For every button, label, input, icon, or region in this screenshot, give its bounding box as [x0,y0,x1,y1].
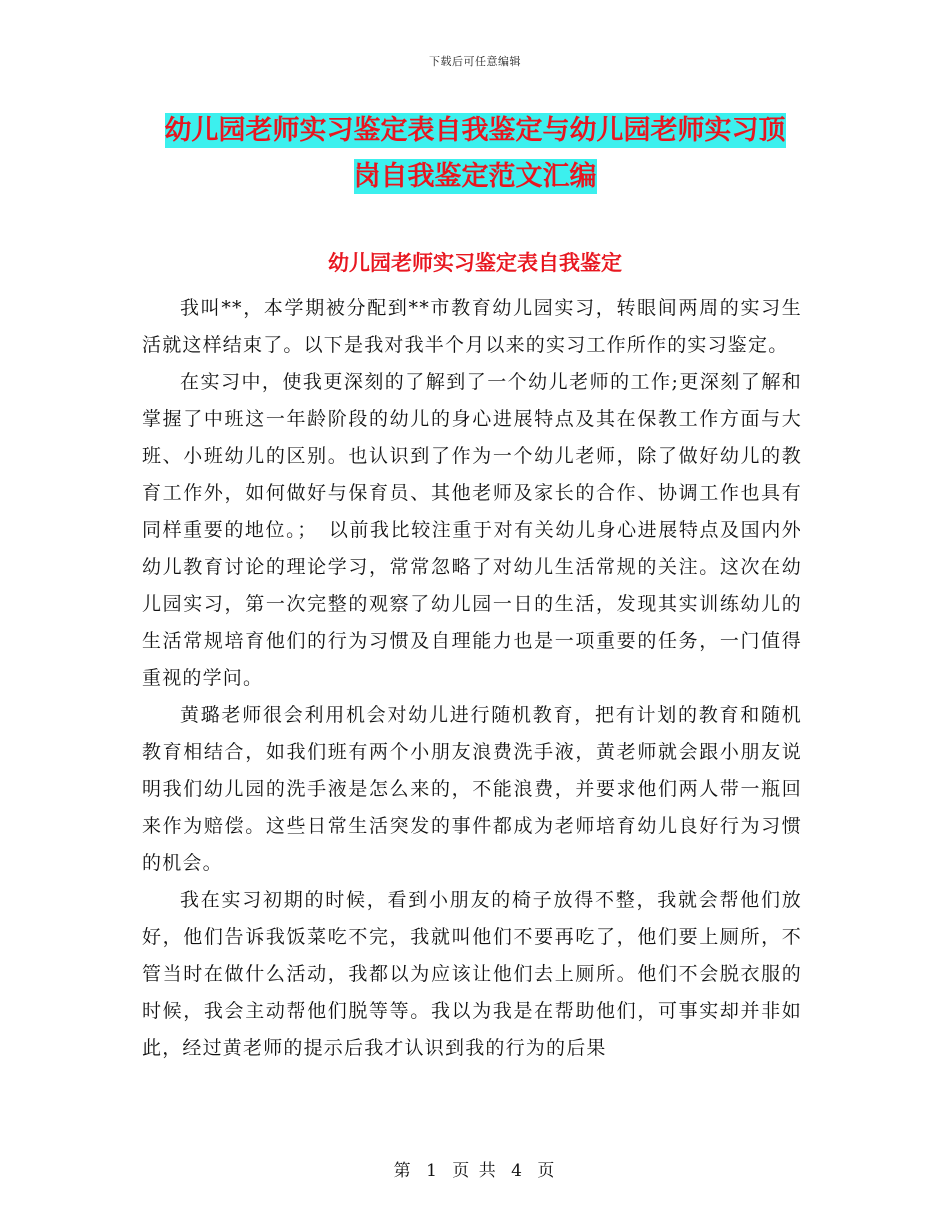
page-number: 1 [426,1161,439,1181]
document-title-line-1: 幼儿园老师实习鉴定表自我鉴定与幼儿园老师实习顶 [164,115,786,146]
body-text [142,290,802,1067]
page-label-suffix: 页 [537,1161,557,1181]
paragraph-3: 黄璐老师很会利用机会对幼儿进行随机教育，把有计划的教育和随机教育相结合，如我们班有两个小朋友浪费洗手液，黄老师就会跟小朋友说明我们幼儿园的洗手液是怎么来的，不能浪费，并要求他们两人带一瓶回来作为赔偿。这些日常生活突发的事件都成为老师培育幼儿良好行为习惯的机会。 [142,704,802,874]
page-label-middle: 页 共 [452,1161,498,1181]
paragraph-4: 我在实习初期的时候，看到小朋友的椅子放得不整，我就会帮他们放好，他们告诉我饭菜吃不完，我就叫他们不要再吃了，他们要上厕所，不管当时在做什么活动，我都以为应该让他们去上厕所。他们不会脱衣服的时候，我会主动帮他们脱等等。我以为我是在帮助他们，可事实却并非如此，经过黄老师的提示后我才认识到我的行为的后果 [142,889,802,1059]
page-label-prefix: 第 [393,1161,413,1181]
paragraph-2: 在实习中，使我更深刻的了解到了一个幼儿老师的工作;更深刻了解和掌握了中班这一年龄阶段的幼儿的身心进展特点及其在保教工作方面与大班、小班幼儿的区别。也认识到了作为一个幼儿老师，除了做好幼儿的教育工作外，如何做好与保育员、其他老师及家长的合作、协调工作也具有同样重要的地位。； 以前我比较注重于对有关幼儿身心进展特点及国内外幼儿教育讨论的理论学习，常常忽略了对幼儿生活常规的关注。这次在幼儿园实习，第一次完整的观察了幼儿园一日的生活，发现其实训练幼儿的生活常规培育他们的行为习惯及自理能力也是一项重要的任务，一门值得重视的学问。 [142,371,802,689]
document-title [0,108,950,200]
page-header-note: 下载后可任意编辑 [429,55,521,68]
paragraph-1: 我叫**，本学期被分配到**市教育幼儿园实习，转眼间两周的实习生活就这样结束了。以下是我对我半个月以来的实习工作所作的实习鉴定。 [142,297,802,356]
page-total: 4 [511,1161,524,1181]
document-title-line-2: 岗自我鉴定范文汇编 [353,161,597,192]
section-title: 幼儿园老师实习鉴定表自我鉴定 [328,251,622,275]
page-footer [0,1156,950,1181]
